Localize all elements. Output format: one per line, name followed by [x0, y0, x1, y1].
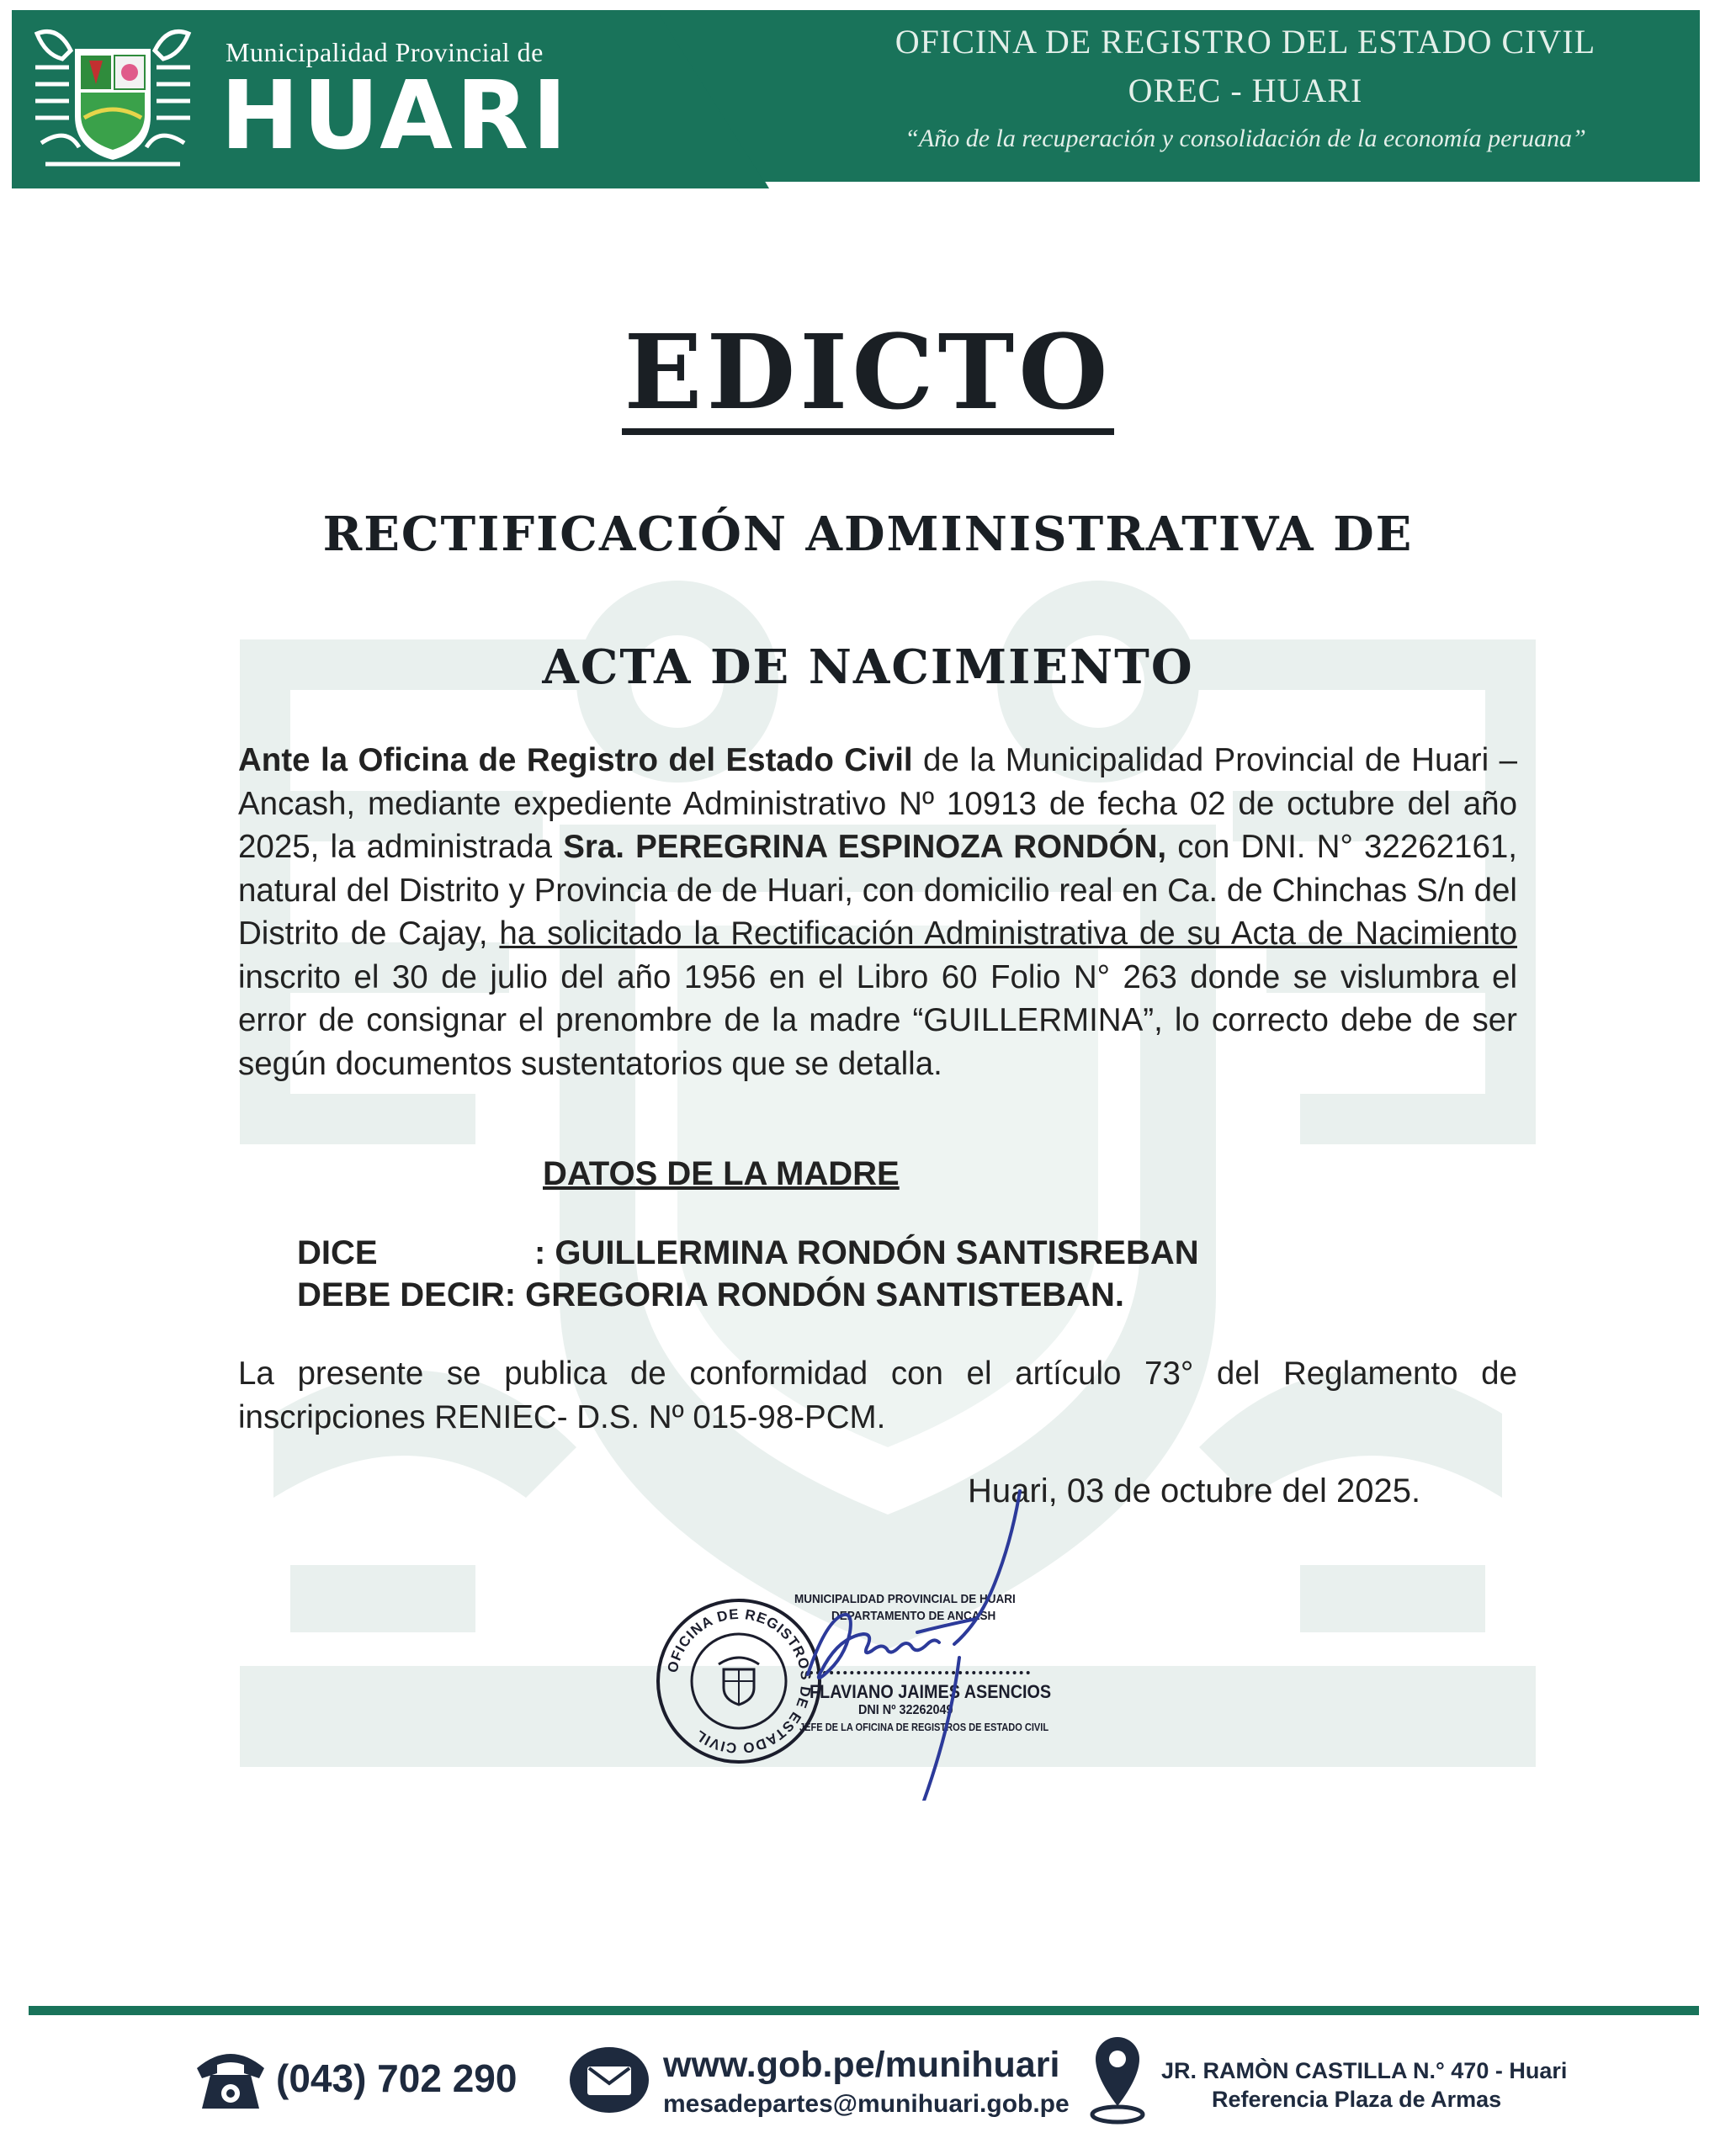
correction-label: DEBE DECIR:	[297, 1276, 517, 1313]
municipal-crest-icon	[29, 17, 197, 177]
mail-icon	[567, 2045, 651, 2115]
legal-basis-paragraph: La presente se publica de conformidad con el artículo 73° del Reglamento de inscripciones RENIEC- D.S. Nº 015-98-PCM.	[238, 1356, 1517, 1435]
stamp-department: DEPARTAMENTO DE ANCASH	[831, 1609, 996, 1623]
footer-website[interactable]: www.gob.pe/munihuari	[663, 2045, 1060, 2085]
footer-divider	[29, 2006, 1699, 2015]
footer-phone[interactable]: (043) 702 290	[276, 2056, 518, 2100]
correction-value: GREGORIA RONDÓN SANTISTEBAN.	[525, 1276, 1125, 1313]
document-subtitle-line1: RECTIFICACIÓN ADMINISTRATIVA DE	[322, 507, 1414, 562]
phone-icon	[192, 2046, 269, 2114]
municipality-prefix: Municipalidad Provincial de	[226, 37, 544, 67]
place-date: Huari, 03 de octubre del 2025.	[968, 1472, 1421, 1509]
body-text-part3: inscrito el 30 de julio del año 1956 en el Libro 60 Folio N° 263 donde se vislumbra el error de consignar el prenombre de la madre “GUILLERMINA”, lo correcto debe de ser según documentos sustentatorios que se detalla.	[238, 958, 1517, 1082]
document-subtitle-line2: ACTA DE NACIMIENTO	[542, 639, 1194, 695]
signer-name: FLAVIANO JAIMES ASENCIOS	[810, 1681, 1052, 1702]
location-pin-icon	[1086, 2034, 1149, 2126]
correction-row-current	[297, 1234, 1199, 1272]
signer-title: JEFE DE LA OFICINA DE REGISTROS DE ESTADO CIVIL	[799, 1721, 1049, 1733]
body-text-part1: de la Municipalidad Provincial de Huari – Ancash, mediante expediente Administrativo Nº 10913 de fecha 02 de octubre del año 2025, la administrada	[238, 742, 1518, 865]
stamp-municipality: MUNICIPALIDAD PROVINCIAL DE HUARI	[794, 1592, 1016, 1606]
footer-address-reference: Referencia Plaza de Armas	[1212, 2087, 1502, 2112]
body-text-part2: con DNI. N° 32262161, natural del Distrito y Provincia de de Huari, con domicilio real en Ca. de Chinchas S/n del Distrito de Cajay,	[238, 829, 1517, 952]
correction-value: : GUILLERMINA RONDÓN SANTISREBAN	[534, 1234, 1199, 1271]
office-acronym: OREC - HUARI	[1128, 72, 1363, 109]
year-motto: “Año de la recuperación y consolidación de la economía peruana”	[905, 125, 1586, 152]
request-description: ha solicitado la Rectificación Administrativa de su Acta de Nacimiento	[499, 915, 1517, 952]
edict-body-paragraph	[238, 739, 1517, 1085]
correction-label: DICE	[297, 1234, 378, 1271]
applicant-name: Sra. PEREGRINA ESPINOZA RONDÓN,	[563, 829, 1167, 865]
municipality-name: HUARI	[220, 61, 571, 171]
handwritten-signature	[791, 1489, 1043, 1801]
footer-address: JR. RAMÒN CASTILLA N.° 470 - Huari	[1161, 2058, 1568, 2083]
office-reference: Ante la Oficina de Registro del Estado Civil	[238, 742, 913, 778]
correction-row-corrected	[297, 1276, 1124, 1314]
signer-dni: DNI Nº 32262049	[858, 1703, 953, 1717]
seal-ring-text: OFICINA DE REGISTROS DE ESTADO CIVIL	[664, 1605, 815, 1757]
footer-email[interactable]: mesadepartes@munihuari.gob.pe	[663, 2090, 1070, 2118]
document-title: EDICTO	[0, 316, 1736, 435]
office-name: OFICINA DE REGISTRO DEL ESTADO CIVIL	[895, 23, 1596, 61]
mother-section-title: DATOS DE LA MADRE	[543, 1155, 900, 1192]
